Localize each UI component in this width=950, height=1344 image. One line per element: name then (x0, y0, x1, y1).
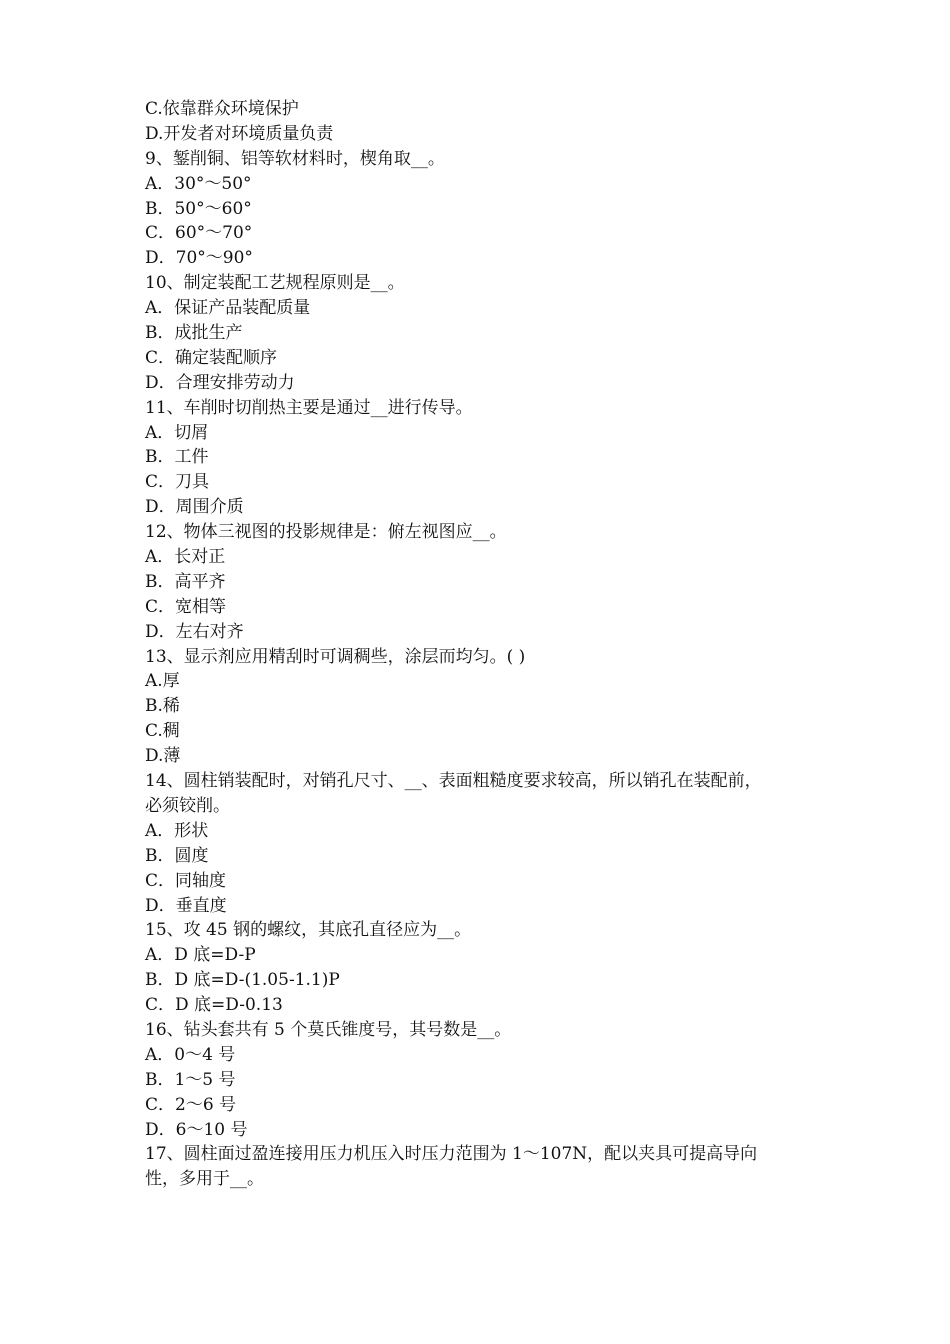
text-line: A．0～4 号 (145, 1044, 236, 1065)
text-line: 17、圆柱面过盈连接用压力机压入时压力范围为 1～107N，配以夹具可提高导向 (145, 1144, 758, 1165)
text-line: A．长对正 (145, 547, 226, 568)
text-line: D．垂直度 (145, 895, 227, 916)
text-line: B．高平齐 (145, 571, 226, 592)
text-line: A．形状 (145, 820, 209, 841)
text-line: A.厚 (145, 671, 180, 692)
text-line: B．成批生产 (145, 323, 243, 344)
text-line: C.稠 (145, 721, 180, 742)
document-body (145, 97, 825, 1192)
text-line: B．1～5 号 (145, 1069, 236, 1090)
text-line: B．D 底=D-(1.05-1.1)P (145, 970, 340, 991)
text-line: B．50°～60° (145, 198, 252, 219)
text-line: D．70°～90° (145, 248, 253, 269)
text-line: 12、物体三视图的投影规律是：俯左视图应__。 (145, 522, 507, 543)
text-line: A．D 底=D-P (145, 945, 256, 966)
text-line: C.依靠群众环境保护 (145, 99, 299, 119)
text-line: C．60°～70° (145, 223, 253, 244)
text-line: 15、攻 45 钢的螺纹，其底孔直径应为__。 (145, 920, 472, 941)
text-line: 16、钻头套共有 5 个莫氏锥度号，其号数是__。 (145, 1019, 512, 1040)
text-line: B.稀 (145, 696, 180, 717)
text-line: 必须铰削。 (145, 795, 230, 816)
text-line: C．确定装配顺序 (145, 347, 278, 368)
text-line: 13、显示剂应用精刮时可调稠些，涂层而均匀。( ) (145, 646, 526, 667)
text-line: D.开发者对环境质量负责 (145, 123, 334, 144)
text-line: 10、制定装配工艺规程原则是__。 (145, 273, 405, 294)
text-line: D．周围介质 (145, 497, 244, 518)
text-line: 性，多用于__。 (145, 1169, 264, 1190)
text-line: D.薄 (145, 746, 181, 767)
text-line: C．2～6 号 (145, 1094, 237, 1115)
text-line: D．合理安排劳动力 (145, 372, 295, 393)
text-line: C．同轴度 (145, 870, 227, 891)
text-line: C．宽相等 (145, 596, 227, 617)
text-line: C．D 底=D-0.13 (145, 995, 283, 1016)
text-line: A．30°～50° (145, 173, 252, 194)
text-line: 11、车削时切削热主要是通过__进行传导。 (145, 397, 473, 418)
text-line: A．切屑 (145, 422, 209, 443)
text-line: D．6～10 号 (145, 1119, 248, 1140)
text-line: B．圆度 (145, 845, 209, 866)
text-line: B．工件 (145, 447, 209, 468)
text-line: C．刀具 (145, 472, 210, 493)
text-line: A．保证产品装配质量 (145, 298, 311, 319)
text-line: 9、錾削铜、铝等软材料时，楔角取__。 (145, 148, 445, 169)
text-line: D．左右对齐 (145, 621, 244, 642)
text-line: 14、圆柱销装配时，对销孔尺寸、__、表面粗糙度要求较高，所以销孔在装配前， (145, 771, 762, 792)
